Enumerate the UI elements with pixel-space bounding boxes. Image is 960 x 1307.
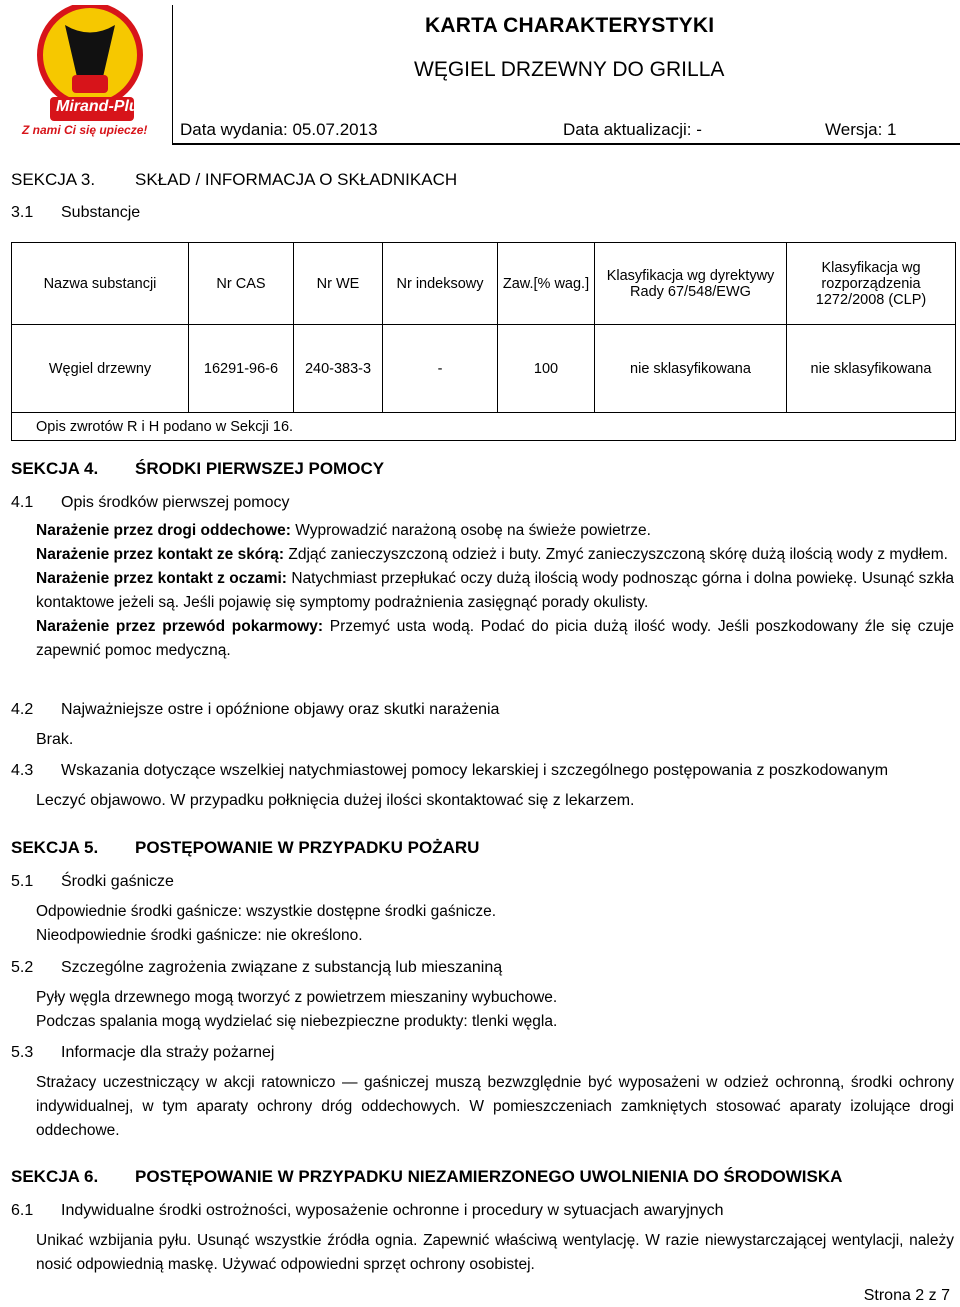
subsection-3-1-number: 3.1: [11, 204, 34, 221]
table-note-row: [12, 413, 956, 441]
subsection-3-1-title: Substancje: [61, 204, 141, 221]
table-header-cell: Nr CAS: [189, 243, 294, 325]
extinguishing-unsuitable: Nieodpowiednie środki gaśnicze: nie określono.: [36, 927, 363, 944]
subsection-5-2-number: 5.2: [11, 959, 34, 976]
ingestion-paragraph: [36, 615, 954, 663]
table-header-cell: Klasyfikacja wg dyrektywy Rady 67/548/EWG: [595, 243, 787, 325]
ingestion-text: Przemyć usta wodą. Podać do picia dużą ilość wody. Jeśli poszkodowany źle się czuje zapewnić pomoc medyczną.: [36, 618, 954, 659]
page-number: Strona 2 z 7: [863, 1287, 950, 1304]
header-divider: [172, 143, 960, 145]
table-cell: nie sklasyfikowana: [595, 325, 787, 413]
section-4-number: SEKCJA 4.: [11, 459, 99, 478]
eye-label: Narażenie przez kontakt z oczami:: [36, 570, 287, 587]
table-cell: -: [383, 325, 498, 413]
section-6-number: SEKCJA 6.: [11, 1167, 99, 1186]
version: Wersja: 1: [825, 120, 897, 139]
subsection-6-1-title: Indywidualne środki ostrożności, wyposażenie ochronne i procedury w sytuacjach awaryjnych: [61, 1202, 724, 1219]
table-header-cell: Zaw.[% wag.]: [498, 243, 595, 325]
document-title: KARTA CHARAKTERYSTYKI: [425, 14, 715, 37]
inhalation-paragraph: [36, 519, 954, 543]
subsection-4-2-title: Najważniejsze ostre i opóźnione objawy oraz skutki narażenia: [61, 701, 500, 718]
section-3-title: SKŁAD / INFORMACJA O SKŁADNIKACH: [135, 170, 458, 189]
subsection-5-3-text: Strażacy uczestniczący w akcji ratowniczo — gaśniczej muszą bezwzględnie być wyposażeni w odzież ochronną, środki ochrony indywidualnej, w tym aparaty ochrony dróg oddechowych. W pomieszczeniach zamkniętych stosować aparaty izolujące drogi oddechowe.: [36, 1074, 954, 1139]
subsection-5-1-number: 5.1: [11, 873, 34, 890]
subsection-4-3-title: Wskazania dotyczące wszelkiej natychmiastowej pomocy lekarskiej i szczególnego postępowania z poszkodowanym: [61, 762, 889, 779]
subsection-4-2-text: Brak.: [36, 731, 74, 748]
update-date: Data aktualizacji: -: [563, 120, 702, 139]
special-hazard-line-2: Podczas spalania mogą wydzielać się niebezpieczne produkty: tlenki węgla.: [36, 1013, 558, 1030]
subsection-5-2-title: Szczególne zagrożenia związane z substancją lub mieszaniną: [61, 959, 503, 976]
eye-text: Natychmiast przepłukać oczy dużą ilością wody podnosząc górna i dolna powiekę. Usunąć szkła kontaktowe jeżeli są. Jeśli pojawię się symptomy podrażnienia zasięgnąć porady okulisty.: [36, 570, 954, 611]
company-logo: [20, 5, 160, 143]
table-header-cell: Nr WE: [294, 243, 383, 325]
special-hazard-line-1: Pyły węgla drzewnego mogą tworzyć z powietrzem mieszaniny wybuchowe.: [36, 989, 558, 1006]
issue-date: Data wydania: 05.07.2013: [180, 120, 378, 139]
table-cell: nie sklasyfikowana: [787, 325, 956, 413]
table-cell: Węgiel drzewny: [12, 325, 189, 413]
subsection-4-1-number: 4.1: [11, 494, 34, 511]
subsection-6-1-number: 6.1: [11, 1202, 34, 1219]
subsection-5-1-title: Środki gaśnicze: [61, 873, 174, 890]
section-5-title: POSTĘPOWANIE W PRZYPADKU POŻARU: [135, 838, 480, 857]
table-cell: 240-383-3: [294, 325, 383, 413]
product-name: WĘGIEL DRZEWNY DO GRILLA: [414, 58, 725, 81]
extinguishing-suitable: Odpowiednie środki gaśnicze: wszystkie dostępne środki gaśnicze.: [36, 903, 497, 920]
table-header-cell: Nazwa substancji: [12, 243, 189, 325]
section-4-title: ŚRODKI PIERWSZEJ POMOCY: [135, 459, 385, 478]
section-3-number: SEKCJA 3.: [11, 170, 96, 189]
table-cell: 16291-96-6: [189, 325, 294, 413]
subsection-6-1-text: Unikać wzbijania pyłu. Usunąć wszystkie źródła ognia. Zapewnić właściwą wentylację. W razie niewystarczającej wentylacji, należy nosić odpowiednią maskę. Używać odpowiedni sprzęt ochrony osobistej.: [36, 1232, 954, 1273]
subsection-5-3-title: Informacje dla straży pożarnej: [61, 1044, 275, 1061]
first-aid-text: [36, 519, 954, 663]
eye-paragraph: [36, 567, 954, 615]
skin-label: Narażenie przez kontakt ze skórą:: [36, 546, 285, 563]
table-header-cell: Nr indeksowy: [383, 243, 498, 325]
skin-text: Zdjąć zanieczyszczoną odzież i buty. Zmyć zanieczyszczoną skórę dużą ilością wody z mydłem.: [284, 546, 948, 563]
inhalation-label: Narażenie przez drogi oddechowe:: [36, 522, 291, 539]
subsection-4-3-text: Leczyć objawowo. W przypadku połknięcia dużej ilości skontaktować się z lekarzem.: [36, 792, 635, 809]
table-header-row: [12, 243, 956, 325]
subsection-4-3-number: 4.3: [11, 762, 34, 779]
skin-paragraph: [36, 543, 954, 567]
logo-brand: Mirand-Plus: [56, 98, 148, 115]
composition-table: [11, 242, 956, 441]
subsection-4-2-number: 4.2: [11, 701, 34, 718]
table-note: Opis zwrotów R i H podano w Sekcji 16.: [12, 413, 956, 441]
logo-slogan: Z nami Ci się upiecze!: [22, 123, 148, 137]
table-cell: 100: [498, 325, 595, 413]
table-header-cell: Klasyfikacja wg rozporządzenia 1272/2008 (CLP): [787, 243, 956, 325]
section-6-title: POSTĘPOWANIE W PRZYPADKU NIEZAMIERZONEGO UWOLNIENIA DO ŚRODOWISKA: [135, 1167, 843, 1186]
inhalation-text: Wyprowadzić narażoną osobę na świeże powietrze.: [290, 522, 651, 539]
subsection-5-1-text: [36, 900, 496, 948]
subsection-5-3-number: 5.3: [11, 1044, 34, 1061]
ingestion-label: Narażenie przez przewód pokarmowy:: [36, 618, 324, 635]
subsection-5-2-text: [36, 986, 557, 1034]
header-vertical-divider: [172, 5, 173, 145]
subsection-4-1-title: Opis środków pierwszej pomocy: [61, 494, 290, 511]
table-row: [12, 325, 956, 413]
section-5-number: SEKCJA 5.: [11, 838, 99, 857]
